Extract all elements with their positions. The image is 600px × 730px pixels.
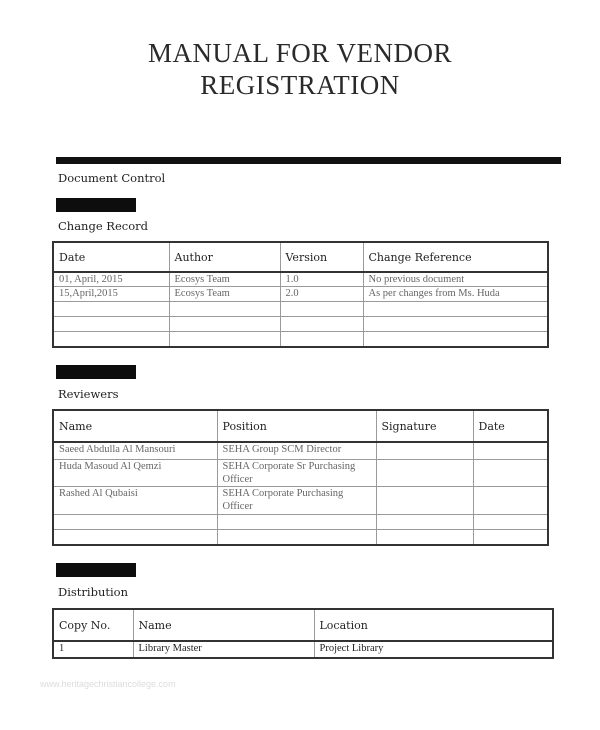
- table-cell: [376, 486, 473, 514]
- column-header: Date: [53, 242, 169, 272]
- table-row: [53, 317, 548, 332]
- column-header: Position: [217, 410, 376, 442]
- table-cell: [473, 459, 548, 486]
- table-cell: 1.0: [280, 272, 363, 287]
- redacted-bar: [56, 563, 136, 577]
- redacted-bar: [56, 365, 136, 379]
- table-row: [53, 287, 548, 302]
- table-cell: 15,April,2015: [53, 287, 169, 302]
- column-header: Author: [169, 242, 280, 272]
- distribution-heading: Distribution: [58, 585, 128, 599]
- table-cell: Ecosys Team: [169, 272, 280, 287]
- change-record-heading: Change Record: [58, 219, 148, 233]
- table-cell: 2.0: [280, 287, 363, 302]
- table-row: [53, 332, 548, 347]
- table-row: [53, 514, 548, 529]
- distribution-header-row: [53, 609, 553, 641]
- reviewers-table: [52, 409, 549, 546]
- redacted-bar: [56, 198, 136, 212]
- table-cell: Saeed Abdulla Al Mansouri: [53, 442, 217, 459]
- table-row: [53, 442, 548, 459]
- table-cell: [473, 486, 548, 514]
- table-row: [53, 302, 548, 317]
- table-cell: 1: [53, 641, 133, 658]
- watermark-text: www.heritagechristiancollege.com: [40, 679, 176, 689]
- table-row: [53, 486, 548, 514]
- table-cell: Project Library: [314, 641, 553, 658]
- column-header: Date: [473, 410, 548, 442]
- column-header: Name: [133, 609, 314, 641]
- column-header: Version: [280, 242, 363, 272]
- table-cell: Ecosys Team: [169, 287, 280, 302]
- column-header: Location: [314, 609, 553, 641]
- table-cell: [376, 442, 473, 459]
- table-row: [53, 272, 548, 287]
- document-control-heading: Document Control: [58, 171, 166, 185]
- table-cell: No previous document: [363, 272, 548, 287]
- column-header: Change Reference: [363, 242, 548, 272]
- table-cell: SEHA Corporate Purchasing Officer: [217, 486, 376, 514]
- table-cell: Rashed Al Qubaisi: [53, 486, 217, 514]
- reviewers-heading: Reviewers: [58, 387, 119, 401]
- title-divider: [56, 157, 561, 164]
- table-row: [53, 529, 548, 545]
- column-header: Signature: [376, 410, 473, 442]
- document-title-line-2: REGISTRATION: [200, 70, 400, 100]
- change-record-header-row: [53, 242, 548, 272]
- reviewers-header-row: [53, 410, 548, 442]
- distribution-table: [52, 608, 554, 659]
- table-cell: Library Master: [133, 641, 314, 658]
- table-row: [53, 459, 548, 486]
- change-record-table: [52, 241, 549, 348]
- document-title-line-1: MANUAL FOR VENDOR: [147, 38, 453, 68]
- table-cell: SEHA Corporate Sr Purchasing Officer: [217, 459, 376, 486]
- table-cell: SEHA Group SCM Director: [217, 442, 376, 459]
- column-header: Name: [53, 410, 217, 442]
- table-row: [53, 641, 553, 658]
- table-cell: 01, April, 2015: [53, 272, 169, 287]
- table-cell: As per changes from Ms. Huda: [363, 287, 548, 302]
- table-cell: [376, 459, 473, 486]
- column-header: Copy No.: [53, 609, 133, 641]
- table-cell: Huda Masoud Al Qemzi: [53, 459, 217, 486]
- table-cell: [473, 442, 548, 459]
